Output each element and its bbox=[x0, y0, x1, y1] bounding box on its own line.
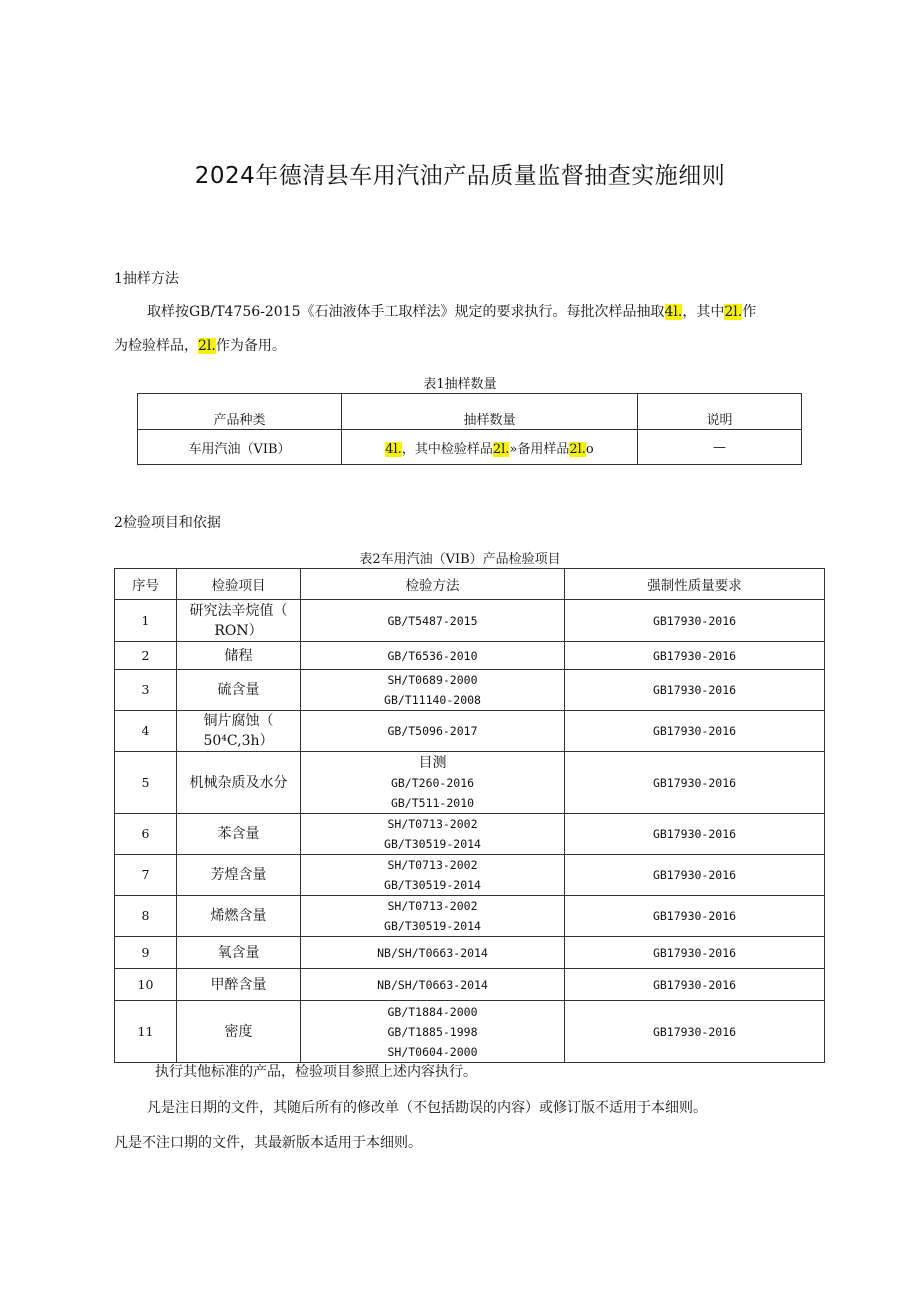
method-line: GB/T5096-2017 bbox=[387, 724, 478, 738]
method-line: GB/T511-2010 bbox=[390, 795, 475, 810]
cell-inspection-item bbox=[177, 752, 301, 814]
cell-number: 11 bbox=[115, 1001, 177, 1063]
item-line: 铜片腐蚀（ bbox=[203, 713, 274, 729]
item-line: 机械杂质及水分 bbox=[189, 774, 288, 791]
method-line: SH/T0689-2000 bbox=[387, 673, 478, 687]
item-line: 储程 bbox=[224, 647, 253, 664]
item-line: 密度 bbox=[224, 1023, 253, 1040]
method-line: NB/SH/T0663-2014 bbox=[377, 977, 488, 992]
item-line: 芳煌含量 bbox=[210, 867, 267, 883]
cell-mandatory-requirement: GB17930-2016 bbox=[565, 711, 825, 752]
footer-note-2: 凡是注日期的文件，其随后所有的修改单（不包括勘误的内容）或修订版不适用于本细则。 bbox=[147, 1100, 707, 1116]
method-line: SH/T0713-2002 bbox=[387, 899, 478, 913]
method-line: SH/T0604-2000 bbox=[387, 1044, 478, 1059]
header-remarks: 说明 bbox=[638, 394, 802, 430]
cell-number: 5 bbox=[115, 752, 177, 814]
cell-inspection-item bbox=[177, 600, 301, 642]
cell-remarks: — bbox=[638, 430, 802, 465]
table-row bbox=[115, 670, 825, 711]
header-product-type: 产品种类 bbox=[138, 394, 342, 430]
highlighted-quantity: 2l. bbox=[724, 304, 743, 320]
document-title: 2024年德清县车用汽油产品质量监督抽查实施细则 bbox=[194, 163, 726, 189]
highlighted-quantity: 4l. bbox=[385, 441, 402, 457]
cell-text: o bbox=[585, 441, 594, 457]
header-mandatory-requirement: 强制性质量要求 bbox=[565, 569, 825, 600]
sampling-paragraph-line-2 bbox=[114, 337, 286, 355]
table-row bbox=[115, 642, 825, 670]
cell-mandatory-requirement: GB17930-2016 bbox=[565, 670, 825, 711]
method-line: GB/T260-2016 bbox=[390, 775, 475, 790]
footer-note-1: 执行其他标准的产品，检验项目参照上述内容执行。 bbox=[155, 1064, 477, 1080]
highlighted-quantity: 2l. bbox=[569, 441, 586, 457]
method-line: GB/T1885-1998 bbox=[387, 1024, 478, 1039]
method-line: GB/T1884-2000 bbox=[387, 1004, 478, 1019]
method-line: SH/T0713-2002 bbox=[387, 858, 478, 872]
table-row bbox=[115, 1001, 825, 1063]
table-1-caption: 表1抽样数量 bbox=[423, 377, 497, 392]
cell-inspection-item bbox=[177, 1001, 301, 1063]
item-line: 研究法辛烷值（ bbox=[189, 602, 288, 619]
cell-mandatory-requirement: GB17930-2016 bbox=[565, 969, 825, 1001]
item-line: 烯燃含量 bbox=[210, 908, 267, 924]
method-line: SH/T0713-2002 bbox=[387, 817, 478, 831]
cell-number: 4 bbox=[115, 711, 177, 752]
cell-text: »备用样品 bbox=[509, 441, 570, 457]
item-line: 氧含量 bbox=[217, 944, 260, 961]
cell-test-method bbox=[301, 642, 565, 670]
cell-number: 2 bbox=[115, 642, 177, 670]
cell-number: 9 bbox=[115, 937, 177, 969]
cell-number: 6 bbox=[115, 814, 177, 855]
para-text: 作为备用。 bbox=[215, 338, 286, 354]
cell-mandatory-requirement: GB17930-2016 bbox=[565, 896, 825, 937]
item-line: RON） bbox=[214, 622, 263, 639]
cell-test-method bbox=[301, 600, 565, 642]
cell-inspection-item bbox=[177, 855, 301, 896]
cell-inspection-item bbox=[177, 937, 301, 969]
cell-number: 8 bbox=[115, 896, 177, 937]
table-row bbox=[115, 600, 825, 642]
cell-sampling-quantity bbox=[342, 430, 638, 465]
item-line: 甲醉含量 bbox=[210, 976, 267, 993]
cell-test-method bbox=[301, 711, 565, 752]
cell-mandatory-requirement: GB17930-2016 bbox=[565, 600, 825, 642]
cell-test-method bbox=[301, 855, 565, 896]
sampling-quantity-table bbox=[137, 393, 802, 465]
section-1-heading: 1抽样方法 bbox=[114, 271, 179, 287]
header-number: 序号 bbox=[115, 569, 177, 600]
cell-test-method bbox=[301, 814, 565, 855]
method-line: 目测 bbox=[418, 754, 447, 771]
header-test-method: 检验方法 bbox=[301, 569, 565, 600]
table-row bbox=[115, 855, 825, 896]
highlighted-quantity: 2l. bbox=[492, 441, 510, 457]
footer-note-3: 凡是不注口期的文件，其最新版本适用于本细则。 bbox=[114, 1135, 422, 1151]
cell-inspection-item bbox=[177, 642, 301, 670]
table-2-caption: 表2车用汽油（VIB）产品检验项目 bbox=[359, 552, 561, 567]
table-row bbox=[115, 969, 825, 1001]
inspection-items-table bbox=[114, 568, 825, 1063]
cell-product-type: 车用汽油（VIB） bbox=[138, 430, 342, 465]
method-line: GB/T30519-2014 bbox=[384, 837, 481, 851]
cell-mandatory-requirement: GB17930-2016 bbox=[565, 855, 825, 896]
item-line: 苯含量 bbox=[217, 826, 260, 842]
cell-mandatory-requirement: GB17930-2016 bbox=[565, 814, 825, 855]
cell-text: ，其中检验样品 bbox=[401, 441, 493, 457]
cell-number: 7 bbox=[115, 855, 177, 896]
cell-test-method bbox=[301, 896, 565, 937]
cell-inspection-item bbox=[177, 896, 301, 937]
cell-inspection-item bbox=[177, 969, 301, 1001]
cell-inspection-item bbox=[177, 711, 301, 752]
highlighted-quantity: 2l. bbox=[198, 338, 216, 354]
cell-inspection-item bbox=[177, 814, 301, 855]
header-inspection-item: 检验项目 bbox=[177, 569, 301, 600]
section-2-heading: 2检验项目和依据 bbox=[114, 515, 221, 531]
method-line: GB/T30519-2014 bbox=[384, 878, 481, 892]
para-text: ，其中 bbox=[682, 304, 725, 320]
table-row bbox=[115, 937, 825, 969]
table-row bbox=[115, 814, 825, 855]
method-line: GB/T30519-2014 bbox=[384, 919, 481, 933]
para-text: 取样按GB/T4756-2015《石油液体手工取样法》规定的要求执行。每批次样品抽取 bbox=[147, 304, 665, 320]
header-sampling-quantity: 抽样数量 bbox=[342, 394, 638, 430]
table-header-row bbox=[138, 394, 802, 430]
item-line: 50⁴C,3h） bbox=[203, 733, 274, 749]
method-line: GB/T6536-2010 bbox=[387, 648, 478, 663]
para-text: 作 bbox=[742, 304, 757, 320]
table-row bbox=[115, 896, 825, 937]
cell-number: 3 bbox=[115, 670, 177, 711]
cell-mandatory-requirement: GB17930-2016 bbox=[565, 937, 825, 969]
method-line: NB/SH/T0663-2014 bbox=[377, 945, 488, 960]
cell-test-method bbox=[301, 937, 565, 969]
table-row bbox=[115, 711, 825, 752]
cell-inspection-item bbox=[177, 670, 301, 711]
cell-number: 10 bbox=[115, 969, 177, 1001]
table-row bbox=[138, 430, 802, 465]
cell-mandatory-requirement: GB17930-2016 bbox=[565, 642, 825, 670]
cell-mandatory-requirement: GB17930-2016 bbox=[565, 752, 825, 814]
cell-test-method bbox=[301, 1001, 565, 1063]
table-row bbox=[115, 752, 825, 814]
table-header-row bbox=[115, 569, 825, 600]
sampling-paragraph-line-1 bbox=[147, 303, 756, 321]
highlighted-quantity: 4l. bbox=[664, 304, 683, 320]
cell-number: 1 bbox=[115, 600, 177, 642]
cell-test-method bbox=[301, 752, 565, 814]
cell-test-method bbox=[301, 670, 565, 711]
method-line: GB/T5487-2015 bbox=[387, 613, 478, 628]
item-line: 硫含量 bbox=[217, 682, 260, 698]
cell-mandatory-requirement: GB17930-2016 bbox=[565, 1001, 825, 1063]
cell-test-method bbox=[301, 969, 565, 1001]
method-line: GB/T11140-2008 bbox=[384, 693, 481, 707]
para-text: 为检验样品， bbox=[114, 338, 198, 354]
